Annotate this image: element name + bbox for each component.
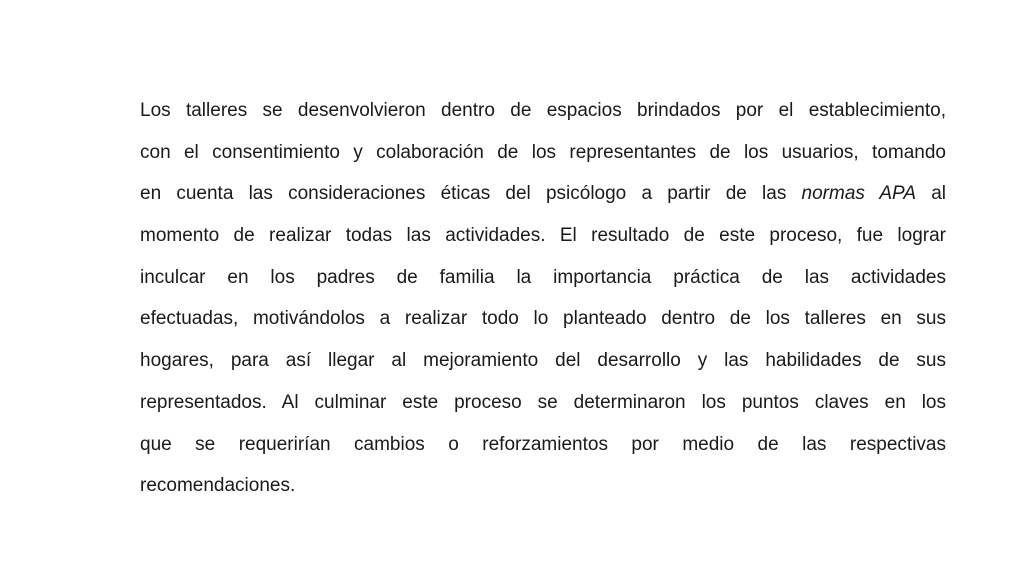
paragraph-line [140,340,946,382]
paragraph-line-last [140,465,946,507]
line-text: inculcar en los padres de familia la importancia práctica de las actividades [140,266,946,288]
line-text: representados. Al culminar este proceso se determinaron los puntos claves en los [140,391,946,413]
line-text: recomendaciones. [140,475,296,497]
paragraph-line [140,382,946,424]
line-text: que se requerirían cambios o reforzamientos por medio de las respectivas [140,433,946,455]
paragraph-line [140,173,946,215]
paragraph-line [140,257,946,299]
paragraph-line [140,90,946,132]
line-text: Los talleres se desenvolvieron dentro de espacios brindados por el establecimiento, [140,100,946,121]
paragraph-line [140,298,946,340]
line-text: con el consentimiento y colaboración de los representantes de los usuarios, tomando [140,141,946,163]
line-text-suffix: al [916,183,946,205]
italic-term: normas APA [801,183,916,205]
body-paragraph [140,90,946,507]
line-text: hogares, para así llegar al mejoramiento del desarrollo y las habilidades de sus [140,350,946,372]
line-text-prefix: en cuenta las consideraciones éticas del psicólogo a partir de las [140,183,802,205]
paragraph-line [140,424,946,466]
paragraph-line [140,132,946,174]
line-text: momento de realizar todas las actividades. El resultado de este proceso, fue lograr [140,225,946,247]
paragraph-line [140,215,946,257]
line-text: efectuadas, motivándolos a realizar todo lo planteado dentro de los talleres en sus [140,308,946,330]
